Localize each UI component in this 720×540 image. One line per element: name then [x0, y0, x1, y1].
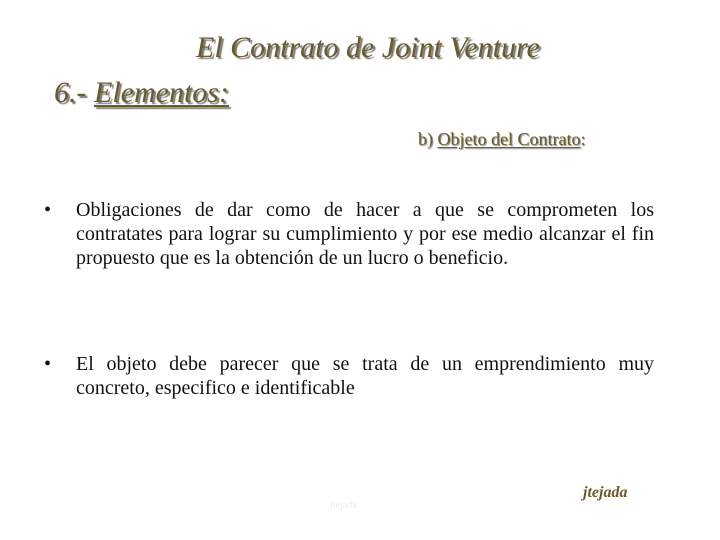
bullet-text: El objeto debe parecer que se trata de un emprendimiento muy concreto, especifico e identificable [76, 353, 654, 399]
footer-watermark: jtejada [330, 500, 357, 511]
bullet-list [44, 198, 654, 270]
slide-title [196, 33, 540, 63]
subsection-suffix: : [580, 129, 586, 149]
subsection-name: Objeto del Contrato [437, 129, 581, 149]
section-name: Elementos: [94, 76, 229, 109]
bullet-list [44, 352, 654, 400]
author-signature: jtejada [583, 484, 628, 501]
bullet-text: Obligaciones de dar como de hacer a que se comprometen los contratates para lograr su cumplimiento y por ese medio alcanzar el fin propuesto que es la obtención de un lucro o beneficio. [76, 199, 654, 269]
slide-title-text: El Contrato de Joint Venture [196, 31, 540, 64]
bullet-marker: • [44, 199, 52, 221]
section-number: 6.- [54, 76, 94, 109]
bullet-marker: • [44, 353, 52, 375]
subsection-heading [418, 130, 586, 148]
bullet-item [44, 198, 654, 270]
bullet-item [44, 352, 654, 400]
subsection-prefix: b) [418, 129, 438, 149]
section-heading [54, 78, 229, 108]
